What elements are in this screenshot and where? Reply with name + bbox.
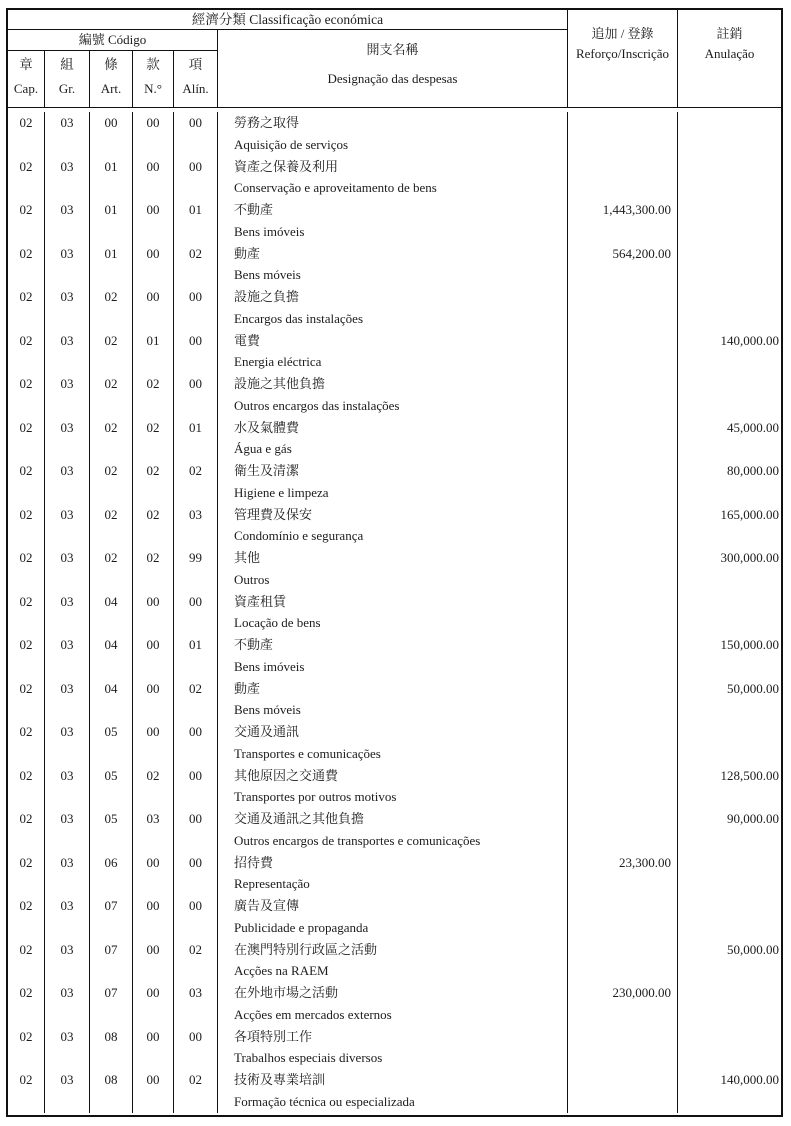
designation-pt: Conservação e aproveitamento de bens [234, 180, 437, 196]
cancellation-amount-cell: 45,000.00 [727, 419, 779, 435]
designation-cell [218, 634, 568, 678]
code-number-cell: 00 [133, 939, 174, 983]
code-group-cell: 03 [45, 939, 90, 983]
code-article-cell: 08 [90, 1069, 133, 1113]
reinforcement-amount-cell [568, 417, 678, 461]
code-article-cell: 01 [90, 199, 133, 243]
header-col-alinea [174, 51, 218, 107]
designation-cell [218, 417, 568, 461]
cancellation-amount-cell [678, 1026, 781, 1070]
designation-zh: 技術及專業培訓 [234, 1072, 326, 1087]
code-chapter-cell: 02 [8, 634, 45, 678]
code-alinea-cell: 00 [174, 895, 218, 939]
designation-pt: Higiene e limpeza [234, 484, 329, 500]
code-number-cell: 00 [133, 591, 174, 635]
code-group-cell: 03 [45, 243, 90, 287]
cancellation-amount-cell: 300,000.00 [720, 550, 779, 565]
designation-cell [218, 721, 568, 765]
table-row [8, 460, 781, 504]
code-number-cell: 00 [133, 286, 174, 330]
table-row [8, 1026, 781, 1070]
reinforcement-amount-cell: 23,300.00 [568, 852, 678, 896]
designation-cell [218, 982, 568, 1026]
designation-pt: Outros [234, 571, 270, 587]
header-col-number-zh: 款 [146, 57, 160, 72]
code-number-cell: 02 [133, 504, 174, 548]
designation-pt: Outros encargos de transportes e comunicações [234, 832, 481, 848]
cancellation-amount-cell [678, 156, 781, 200]
table-row [8, 982, 781, 1026]
cancellation-amount-cell: 150,000.00 [720, 637, 779, 652]
code-article-cell: 05 [90, 765, 133, 809]
header-reinforcement-pt: Reforço/Inscrição [575, 46, 670, 61]
code-alinea-cell: 03 [174, 982, 218, 1026]
code-number-cell: 02 [133, 460, 174, 504]
code-alinea-cell: 00 [174, 330, 218, 374]
designation-cell [218, 1026, 568, 1070]
header-reinforcement-zh: 追加 / 登錄 [591, 26, 654, 41]
header-col-chapter [8, 51, 45, 107]
code-alinea-cell: 02 [174, 939, 218, 983]
code-number-cell: 00 [133, 156, 174, 200]
code-chapter-cell: 02 [8, 330, 45, 374]
code-article-cell: 04 [90, 634, 133, 678]
reinforcement-amount-cell [568, 721, 678, 765]
designation-pt: Acções em mercados externos [234, 1006, 392, 1022]
code-article-cell: 01 [90, 156, 133, 200]
code-article-cell: 02 [90, 373, 133, 417]
header-col-number-pt: N.° [144, 81, 162, 96]
code-group-cell: 03 [45, 982, 90, 1026]
designation-pt: Bens móveis [234, 267, 301, 283]
code-group-cell: 03 [45, 417, 90, 461]
code-chapter-cell: 02 [8, 852, 45, 896]
designation-zh: 交通及通訊之其他負擔 [234, 811, 365, 826]
cancellation-amount-cell: 90,000.00 [727, 811, 779, 826]
code-group-cell: 03 [45, 721, 90, 765]
code-group-cell: 03 [45, 460, 90, 504]
table-row [8, 286, 781, 330]
designation-pt: Outros encargos das instalações [234, 397, 400, 413]
header-cancellation-pt: Anulação [704, 46, 755, 61]
reinforcement-amount-cell [568, 678, 678, 722]
designation-pt: Transportes e comunicações [234, 745, 381, 761]
cancellation-amount-cell: 140,000.00 [720, 332, 779, 348]
header-col-number [133, 51, 174, 107]
code-alinea-cell: 00 [174, 591, 218, 635]
code-group-cell: 03 [45, 286, 90, 330]
code-article-cell: 02 [90, 504, 133, 548]
code-number-cell: 00 [133, 112, 174, 156]
table-row [8, 373, 781, 417]
header-code-label: 編號 Código [8, 30, 218, 51]
designation-cell [218, 156, 568, 200]
table-row [8, 765, 781, 809]
code-article-cell: 04 [90, 678, 133, 722]
designation-zh: 衛生及清潔 [234, 463, 300, 478]
header-cancellation-zh: 註銷 [716, 26, 743, 41]
header-col-article-zh: 條 [104, 57, 118, 72]
code-number-cell: 02 [133, 765, 174, 809]
designation-zh: 設施之負擔 [234, 289, 300, 304]
code-chapter-cell: 02 [8, 547, 45, 591]
cancellation-amount-cell [678, 112, 781, 156]
designation-zh: 交通及通訊 [234, 724, 300, 739]
code-group-cell: 03 [45, 330, 90, 374]
code-group-cell: 03 [45, 852, 90, 896]
designation-cell [218, 112, 568, 156]
code-number-cell: 00 [133, 852, 174, 896]
designation-pt: Bens imóveis [234, 223, 305, 239]
table-row [8, 417, 781, 461]
cancellation-amount-cell [678, 852, 781, 896]
code-group-cell: 03 [45, 547, 90, 591]
code-chapter-cell: 02 [8, 286, 45, 330]
designation-cell [218, 895, 568, 939]
header-col-article-pt: Art. [100, 81, 122, 96]
table-row [8, 243, 781, 287]
code-alinea-cell: 00 [174, 1026, 218, 1070]
designation-zh: 在外地市場之活動 [234, 985, 339, 1000]
header-col-article [90, 51, 133, 107]
reinforcement-amount-cell [568, 330, 678, 374]
cancellation-amount-cell: 128,500.00 [720, 767, 779, 783]
cancellation-amount-cell: 50,000.00 [727, 941, 779, 957]
designation-pt: Locação de bens [234, 615, 321, 631]
header-col-group [45, 51, 90, 107]
reinforcement-amount-cell: 230,000.00 [568, 982, 678, 1026]
code-number-cell: 00 [133, 243, 174, 287]
code-alinea-cell: 99 [174, 547, 218, 591]
code-chapter-cell: 02 [8, 982, 45, 1026]
header-col-group-zh: 組 [60, 57, 74, 72]
code-article-cell: 02 [90, 417, 133, 461]
code-number-cell: 00 [133, 895, 174, 939]
code-chapter-cell: 02 [8, 678, 45, 722]
budget-table [6, 8, 783, 1117]
code-chapter-cell: 02 [8, 591, 45, 635]
reinforcement-amount-cell [568, 895, 678, 939]
code-group-cell: 03 [45, 1069, 90, 1113]
code-chapter-cell: 02 [8, 1069, 45, 1113]
table-row [8, 808, 781, 852]
designation-zh: 廣告及宣傳 [234, 898, 300, 913]
code-group-cell: 03 [45, 895, 90, 939]
designation-cell [218, 330, 568, 374]
designation-pt: Encargos das instalações [234, 310, 363, 326]
designation-cell [218, 678, 568, 722]
code-article-cell: 06 [90, 852, 133, 896]
cancellation-amount-cell: 50,000.00 [727, 680, 779, 696]
code-group-cell: 03 [45, 112, 90, 156]
designation-zh: 各項特別工作 [234, 1028, 313, 1044]
reinforcement-amount-cell [568, 765, 678, 809]
designation-pt: Água e gás [234, 441, 292, 457]
code-group-cell: 03 [45, 199, 90, 243]
cancellation-amount-cell [678, 721, 781, 765]
table-row [8, 895, 781, 939]
cancellation-amount-cell [678, 199, 781, 243]
code-group-cell: 03 [45, 373, 90, 417]
cancellation-amount-cell [678, 591, 781, 635]
designation-pt: Representação [234, 876, 310, 892]
table-row [8, 112, 781, 156]
header-economic-classification: 經濟分類 Classificação económica [8, 10, 568, 30]
designation-cell [218, 243, 568, 287]
code-article-cell: 05 [90, 721, 133, 765]
table-row [8, 1069, 781, 1113]
code-chapter-cell: 02 [8, 1026, 45, 1070]
designation-cell [218, 199, 568, 243]
reinforcement-amount-cell [568, 1026, 678, 1070]
code-number-cell: 01 [133, 330, 174, 374]
code-chapter-cell: 02 [8, 939, 45, 983]
designation-cell [218, 591, 568, 635]
reinforcement-amount-cell [568, 547, 678, 591]
code-group-cell: 03 [45, 504, 90, 548]
code-article-cell: 02 [90, 460, 133, 504]
code-chapter-cell: 02 [8, 808, 45, 852]
code-alinea-cell: 00 [174, 286, 218, 330]
code-article-cell: 02 [90, 286, 133, 330]
code-chapter-cell: 02 [8, 504, 45, 548]
cancellation-amount-cell [678, 895, 781, 939]
code-article-cell: 05 [90, 808, 133, 852]
designation-cell [218, 460, 568, 504]
designation-cell [218, 547, 568, 591]
code-chapter-cell: 02 [8, 156, 45, 200]
table-header [8, 10, 781, 108]
code-alinea-cell: 02 [174, 1069, 218, 1113]
designation-zh: 不動產 [234, 202, 274, 217]
reinforcement-amount-cell: 564,200.00 [568, 243, 678, 287]
reinforcement-amount-cell [568, 591, 678, 635]
table-row [8, 939, 781, 983]
code-number-cell: 00 [133, 678, 174, 722]
code-alinea-cell: 00 [174, 765, 218, 809]
code-alinea-cell: 00 [174, 112, 218, 156]
code-chapter-cell: 02 [8, 243, 45, 287]
table-row [8, 330, 781, 374]
designation-cell [218, 1069, 568, 1113]
table-row [8, 721, 781, 765]
cancellation-amount-cell [678, 286, 781, 330]
designation-cell [218, 504, 568, 548]
code-article-cell: 07 [90, 982, 133, 1026]
code-alinea-cell: 03 [174, 504, 218, 548]
code-article-cell: 01 [90, 243, 133, 287]
code-group-cell: 03 [45, 156, 90, 200]
reinforcement-amount-cell [568, 939, 678, 983]
designation-cell [218, 765, 568, 809]
designation-zh: 電費 [234, 332, 261, 348]
header-col-alinea-zh: 項 [188, 57, 203, 72]
code-article-cell: 04 [90, 591, 133, 635]
code-number-cell: 00 [133, 634, 174, 678]
code-number-cell: 02 [133, 547, 174, 591]
designation-zh: 其他原因之交通費 [234, 767, 339, 783]
designation-zh: 資產之保養及利用 [234, 158, 339, 174]
code-alinea-cell: 01 [174, 199, 218, 243]
designation-pt: Bens móveis [234, 702, 301, 718]
designation-pt: Formação técnica ou especializada [234, 1093, 415, 1109]
code-alinea-cell: 02 [174, 678, 218, 722]
code-chapter-cell: 02 [8, 417, 45, 461]
code-alinea-cell: 00 [174, 808, 218, 852]
header-col-chapter-pt: Cap. [13, 81, 39, 96]
reinforcement-amount-cell: 1,443,300.00 [568, 199, 678, 243]
code-alinea-cell: 01 [174, 417, 218, 461]
code-chapter-cell: 02 [8, 112, 45, 156]
table-row [8, 634, 781, 678]
table-row [8, 591, 781, 635]
designation-zh: 管理費及保安 [234, 506, 313, 522]
table-body [8, 108, 781, 1113]
code-group-cell: 03 [45, 1026, 90, 1070]
code-alinea-cell: 02 [174, 460, 218, 504]
reinforcement-amount-cell [568, 156, 678, 200]
code-chapter-cell: 02 [8, 895, 45, 939]
code-group-cell: 03 [45, 678, 90, 722]
reinforcement-amount-cell [568, 373, 678, 417]
code-article-cell: 08 [90, 1026, 133, 1070]
code-number-cell: 02 [133, 417, 174, 461]
code-chapter-cell: 02 [8, 373, 45, 417]
designation-pt: Trabalhos especiais diversos [234, 1050, 383, 1066]
designation-cell [218, 286, 568, 330]
designation-cell [218, 373, 568, 417]
header-designation-pt: Designação das despesas [327, 71, 458, 86]
header-cancellation [678, 10, 781, 107]
code-chapter-cell: 02 [8, 765, 45, 809]
designation-zh: 動產 [234, 245, 261, 261]
designation-pt: Acções na RAEM [234, 963, 329, 979]
code-alinea-cell: 00 [174, 373, 218, 417]
designation-zh: 水及氣體費 [234, 419, 300, 435]
cancellation-amount-cell: 165,000.00 [720, 506, 779, 522]
designation-zh: 在澳門特別行政區之活動 [234, 941, 378, 957]
table-row [8, 504, 781, 548]
designation-zh: 勞務之取得 [234, 115, 300, 130]
code-chapter-cell: 02 [8, 460, 45, 504]
designation-cell [218, 808, 568, 852]
cancellation-amount-cell: 140,000.00 [720, 1072, 779, 1087]
designation-zh: 招待費 [234, 854, 274, 870]
designation-pt: Publicidade e propaganda [234, 919, 369, 935]
table-row [8, 678, 781, 722]
header-col-alinea-pt: Alín. [182, 81, 209, 96]
cancellation-amount-cell [678, 243, 781, 287]
header-designation-zh: 開支名稱 [366, 42, 419, 57]
designation-zh: 其他 [234, 550, 261, 565]
code-article-cell: 02 [90, 330, 133, 374]
header-reinforcement [568, 10, 678, 107]
code-number-cell: 00 [133, 1069, 174, 1113]
code-number-cell: 00 [133, 1026, 174, 1070]
code-chapter-cell: 02 [8, 721, 45, 765]
table-row [8, 199, 781, 243]
cancellation-amount-cell [678, 982, 781, 1026]
designation-pt: Transportes por outros motivos [234, 789, 397, 805]
code-number-cell: 00 [133, 199, 174, 243]
code-group-cell: 03 [45, 591, 90, 635]
code-group-cell: 03 [45, 808, 90, 852]
reinforcement-amount-cell [568, 504, 678, 548]
cancellation-amount-cell [678, 373, 781, 417]
reinforcement-amount-cell [568, 1069, 678, 1113]
reinforcement-amount-cell [568, 286, 678, 330]
designation-zh: 不動產 [234, 637, 274, 652]
designation-pt: Aquisição de serviços [234, 136, 349, 152]
header-designation [218, 30, 568, 107]
table-row [8, 852, 781, 896]
designation-zh: 資產租賃 [234, 593, 287, 609]
designation-pt: Bens imóveis [234, 658, 305, 674]
code-chapter-cell: 02 [8, 199, 45, 243]
designation-zh: 動產 [234, 680, 261, 696]
reinforcement-amount-cell [568, 112, 678, 156]
code-alinea-cell: 02 [174, 243, 218, 287]
designation-zh: 設施之其他負擔 [234, 376, 326, 391]
designation-pt: Condomínio e segurança [234, 528, 364, 544]
header-col-chapter-zh: 章 [19, 57, 33, 72]
reinforcement-amount-cell [568, 634, 678, 678]
reinforcement-amount-cell [568, 808, 678, 852]
cancellation-amount-cell: 80,000.00 [727, 463, 779, 478]
code-article-cell: 00 [90, 112, 133, 156]
code-number-cell: 00 [133, 982, 174, 1026]
designation-cell [218, 939, 568, 983]
header-col-group-pt: Gr. [58, 81, 76, 96]
code-article-cell: 07 [90, 939, 133, 983]
table-row [8, 547, 781, 591]
designation-pt: Energia eléctrica [234, 354, 322, 370]
code-article-cell: 07 [90, 895, 133, 939]
code-group-cell: 03 [45, 634, 90, 678]
table-row [8, 156, 781, 200]
code-number-cell: 03 [133, 808, 174, 852]
code-alinea-cell: 01 [174, 634, 218, 678]
designation-cell [218, 852, 568, 896]
code-article-cell: 02 [90, 547, 133, 591]
code-alinea-cell: 00 [174, 156, 218, 200]
code-alinea-cell: 00 [174, 852, 218, 896]
code-number-cell: 00 [133, 721, 174, 765]
code-group-cell: 03 [45, 765, 90, 809]
reinforcement-amount-cell [568, 460, 678, 504]
code-number-cell: 02 [133, 373, 174, 417]
code-alinea-cell: 00 [174, 721, 218, 765]
